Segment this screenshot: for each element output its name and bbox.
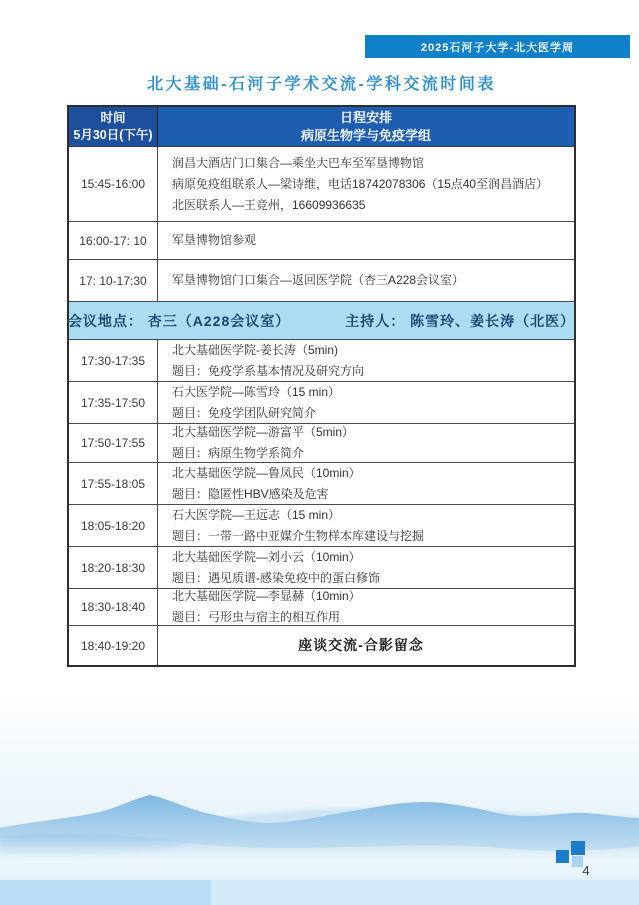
agenda-cell [158, 547, 574, 588]
agenda-cell [158, 260, 574, 301]
time-cell: 17:50-17:55 [69, 424, 158, 462]
event-banner [365, 35, 630, 58]
header-date-label: 5月30日(下午) [73, 127, 153, 142]
time-cell: 18:30-18:40 [69, 589, 158, 625]
meeting-banner-row [69, 302, 574, 340]
agenda-line: 座谈交流-合影留念 [298, 637, 424, 653]
time-cell: 17:35-17:50 [69, 382, 158, 423]
table-row [69, 463, 574, 505]
agenda-cell [158, 147, 574, 221]
agenda-line: 题目：一带一路中亚媒介生物样本库建设与挖掘 [172, 528, 425, 543]
agenda-line: 北大基础医学院—鲁凤民（10min） [172, 465, 361, 480]
time-cell: 16:00-17: 10 [69, 222, 158, 259]
header-time-cell [69, 107, 158, 146]
schedule-table-body [69, 147, 574, 665]
decor-square-icon [556, 850, 569, 863]
agenda-line: 润昌大酒店门口集合—乘坐大巴车至军垦博物馆 [172, 155, 425, 170]
agenda-cell [158, 382, 574, 423]
agenda-line: 石大医学院—陈雪玲（15 min） [172, 384, 341, 399]
agenda-line: 题目：弓形虫与宿主的相互作用 [172, 610, 341, 624]
agenda-cell [158, 463, 574, 504]
header-time-label: 时间 [100, 110, 126, 125]
time-cell: 18:05-18:20 [69, 505, 158, 546]
agenda-cell [158, 505, 574, 546]
meeting-host: 主持人： 陈雪玲、姜长涛（北医） [345, 312, 576, 329]
footer-band-left [0, 880, 211, 905]
schedule-table-header [69, 107, 574, 147]
event-banner-text: 2025石河子大学-北大医学周 [420, 41, 575, 54]
agenda-cell [158, 222, 574, 259]
agenda-line: 北大基础医学院—刘小云（10min） [172, 549, 361, 564]
table-row [69, 382, 574, 424]
agenda-line: 题目：隐匿性HBV感染及危害 [172, 486, 329, 501]
agenda-cell [158, 424, 574, 462]
time-cell: 17:30-17:35 [69, 340, 158, 381]
agenda-line: 北大基础医学院-姜长涛（5min) [172, 342, 339, 357]
agenda-line: 北医联系人—王竞州，16609936635 [172, 197, 366, 212]
table-row [69, 547, 574, 589]
schedule-table [67, 105, 576, 667]
page-number: 4 [582, 863, 590, 878]
header-agenda-label: 日程安排 [339, 109, 392, 125]
agenda-cell [158, 589, 574, 625]
agenda-cell [158, 626, 574, 665]
mountain-illustration [0, 710, 639, 880]
header-agenda-cell [158, 107, 574, 146]
page-title: 北大基础-石河子学术交流-学科交流时间表 [147, 75, 496, 93]
table-row [69, 260, 574, 302]
table-row [69, 626, 574, 665]
agenda-line: 题目：遇见质谱-感染免疫中的蛋白修饰 [172, 570, 380, 585]
agenda-line: 题目：免疫学团队研究简介 [172, 405, 317, 420]
footer-band-right [211, 880, 639, 905]
agenda-cell [158, 340, 574, 381]
decor-square-icon [571, 841, 585, 855]
agenda-line: 军垦博物馆门口集合—返回医学院（杏三A228会议室） [172, 273, 465, 287]
agenda-line: 题目：病原生物学系简介 [172, 446, 305, 460]
table-row [69, 589, 574, 626]
table-row [69, 424, 574, 463]
time-cell: 17: 10-17:30 [69, 260, 158, 301]
time-cell: 18:40-19:20 [69, 626, 158, 665]
header-group-label: 病原生物学与免疫学组 [300, 127, 431, 143]
table-row [69, 505, 574, 547]
agenda-line: 北大基础医学院—李显赫（10min） [172, 589, 361, 603]
agenda-line: 军垦博物馆参观 [172, 233, 257, 247]
agenda-line: 题目：免疫学系基本情况及研究方向 [172, 363, 365, 378]
agenda-line: 病原免疫组联系人—梁诗维，电话18742078306（15点40至润昌酒店） [172, 176, 549, 191]
time-cell: 18:20-18:30 [69, 547, 158, 588]
agenda-line: 北大基础医学院—游富平（5min） [172, 425, 355, 439]
time-cell: 15:45-16:00 [69, 147, 158, 221]
table-row [69, 340, 574, 382]
meeting-location: 会议地点： 杏三（A228会议室） [67, 312, 291, 329]
table-row [69, 222, 574, 260]
time-cell: 17:55-18:05 [69, 463, 158, 504]
table-row [69, 147, 574, 222]
agenda-line: 石大医学院—王远志（15 min） [172, 507, 341, 522]
